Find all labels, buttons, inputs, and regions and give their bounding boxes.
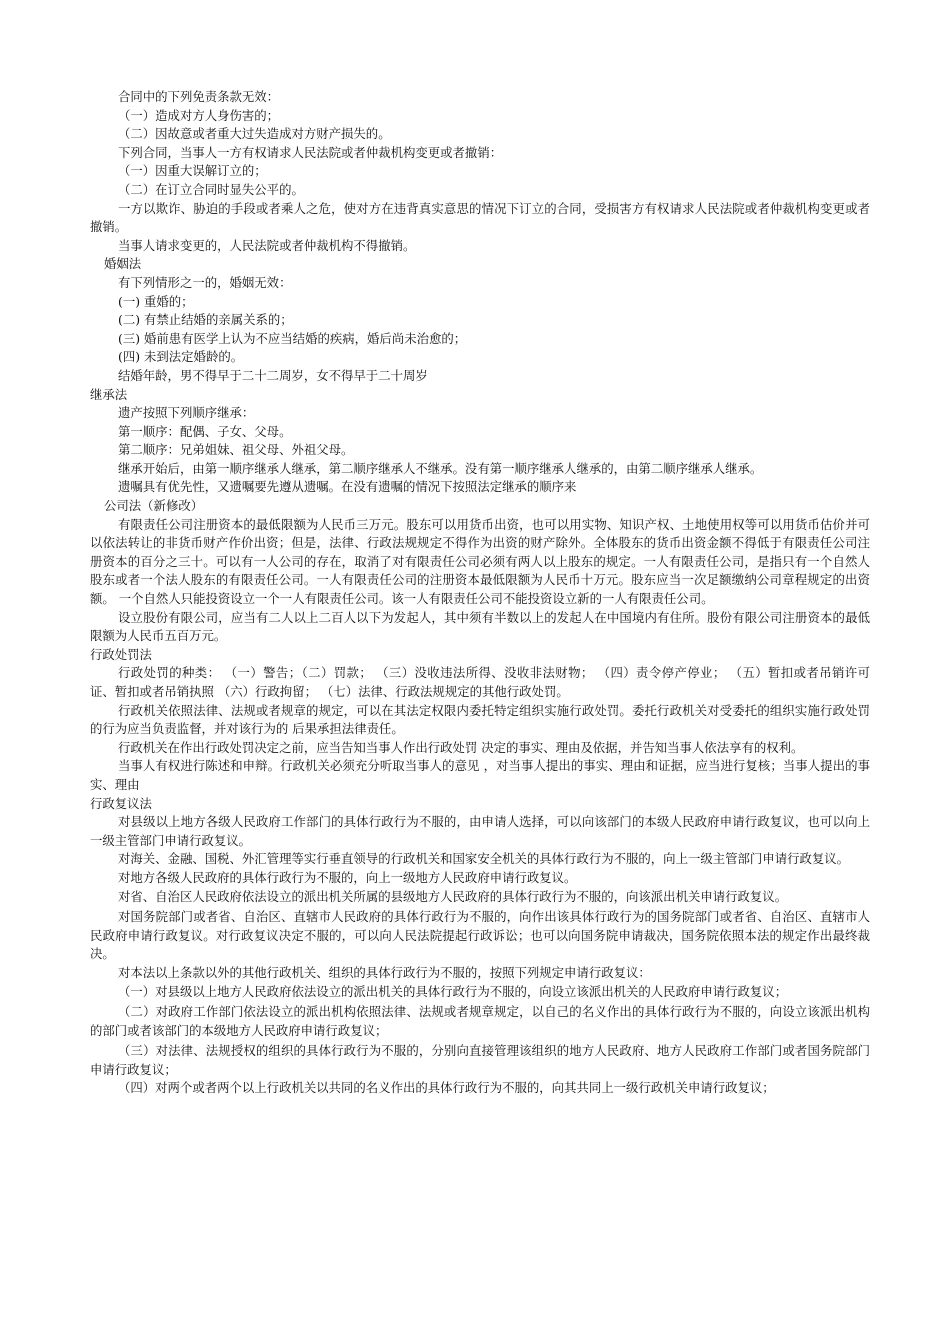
paragraph: 对县级以上地方各级人民政府工作部门的具体行政行为不服的，由申请人选择，可以向该部门的本级人民政府申请行政复议，也可以向上一级主管部门申请行政复议。: [90, 814, 870, 848]
paragraph: 结婚年龄，男不得早于二十二周岁，女不得早于二十周岁: [118, 367, 428, 383]
paragraph: 有下列情形之一的，婚姻无效：: [118, 274, 292, 290]
paragraph: 行政复议法: [90, 795, 152, 811]
paragraph: 行政处罚的种类： （一）警告；（二）罚款； （三）没收违法所得、没收非法财物； （四）责令停产停业； （五）暂扣或者吊销许可证、暂扣或者吊销执照 （六）行政拘留； （七）法律、行政法规规定的其他行政处罚。: [90, 665, 870, 699]
paragraph: （二）在订立合同时显失公平的。: [118, 181, 304, 197]
paragraph: 下列合同，当事人一方有权请求人民法院或者仲裁机构变更或者撤销：: [118, 144, 503, 160]
paragraph: (一) 重婚的；: [118, 293, 194, 309]
paragraph: 合同中的下列免责条款无效：: [118, 89, 280, 104]
paragraph: 第一顺序：配偶、子女、父母。: [118, 423, 292, 439]
paragraph: （一）造成对方人身伤害的；: [118, 107, 280, 123]
document-page: [90, 88, 870, 1098]
paragraph: 对本法以上条款以外的其他行政机关、组织的具体行政行为不服的，按照下列规定申请行政复议：: [118, 964, 651, 980]
paragraph: 对国务院部门或者省、自治区、直辖市人民政府的具体行政行为不服的，向作出该具体行政行为的国务院部门或者省、自治区、直辖市人民政府申请行政复议。对行政复议决定不服的，可以向人民法院提起行政诉讼；也可以向国务院申请裁决，国务院依照本法的规定作出最终裁决。: [90, 909, 870, 962]
paragraph: 行政处罚法: [90, 646, 152, 662]
paragraph: （二）因故意或者重大过失造成对方财产损失的。: [118, 126, 391, 142]
paragraph: 对省、自治区人民政府依法设立的派出机关所属的县级地方人民政府的具体行政行为不服的，向该派出机关申请行政复议。: [118, 888, 788, 904]
paragraph: （四）对两个或者两个以上行政机关以共同的名义作出的具体行政行为不服的，向其共同上一级行政机关申请行政复议；: [118, 1080, 775, 1096]
paragraph: (三) 婚前患有医学上认为不应当结婚的疾病，婚后尚未治愈的；: [118, 330, 467, 346]
paragraph: 设立股份有限公司，应当有二人以上二百人以下为发起人，其中须有半数以上的发起人在中国境内有住所。股份有限公司注册资本的最低限额为人民币五百万元。: [90, 609, 870, 644]
paragraph: 第二顺序：兄弟姐妹、祖父母、外祖父母。: [118, 442, 354, 458]
paragraph: 当事人请求变更的，人民法院或者仲裁机构不得撤销。: [118, 237, 416, 253]
paragraph: 行政机关依照法律、法规或者规章的规定，可以在其法定权限内委托特定组织实施行政处罚。委托行政机关对受委托的组织实施行政处罚的行为应当负责监督，并对该行为的 后果承担法律责任。: [90, 702, 870, 737]
paragraph: 婚姻法: [104, 256, 142, 272]
paragraph: （一）对县级以上地方人民政府依法设立的派出机关的具体行政行为不服的，向设立该派出机关的人民政府申请行政复议；: [118, 983, 788, 999]
paragraph: 遗产按照下列顺序继承：: [118, 405, 255, 421]
paragraph: （二）对政府工作部门依法设立的派出机构依照法律、法规或者规章规定，以自己的名义作出的具体行政行为不服的，向设立该派出机构的部门或者该部门的本级地方人民政府申请行政复议；: [90, 1004, 870, 1038]
paragraph: 继承法: [90, 386, 128, 402]
paragraph: 行政机关在作出行政处罚决定之前，应当告知当事人作出行政处罚 决定的事实、理由及依据，并告知当事人依法享有的权利。: [118, 739, 804, 755]
paragraph: （一）因重大误解订立的；: [118, 163, 267, 179]
paragraph: 一方以欺诈、胁迫的手段或者乘人之危，使对方在违背真实意思的情况下订立的合同，受损害方有权请求人民法院或者仲裁机构变更或者撤销。: [90, 200, 870, 235]
paragraph: 遗嘱具有优先性，又遗嘱要先遵从遗嘱。在没有遗嘱的情况下按照法定继承的顺序来: [118, 479, 577, 495]
paragraph: 公司法（新修改）: [104, 498, 204, 514]
paragraph: (二) 有禁止结婚的亲属关系的；: [118, 312, 293, 328]
paragraph: 有限责任公司注册资本的最低限额为人民币三万元。股东可以用货币出资，也可以用实物、知识产权、土地使用权等可以用货币估价并可以依法转让的非货币财产作价出资；但是，法律、行政法规规定不得作为出资的财产除外。全体股东的货币出资金额不得低于有限责任公司注册资本的百分之三十。可以有一人公司的存在，取消了对有限责任公司必须有两人以上股东的规定。一人有限责任公司，是指只有一个自然人股东或者一个法人股东的有限责任公司。一人有限责任公司的注册资本最低限额为人民币十万元。股东应当一次足额缴纳公司章程规定的出资额。 一个自然人只能投资设立一个一人有限责任公司。该一人有限责任公司不能投资设立新的一人有限责任公司。: [90, 516, 870, 607]
paragraph: 对海关、金融、国税、外汇管理等实行垂直领导的行政机关和国家安全机关的具体行政行为不服的，向上一级主管部门申请行政复议。: [118, 851, 850, 867]
paragraph: (四) 未到法定婚龄的。: [118, 349, 244, 365]
paragraph: （三）对法律、法规授权的组织的具体行政行为不服的，分别向直接管理该组织的地方人民政府、地方人民政府工作部门或者国务院部门申请行政复议；: [90, 1043, 870, 1077]
paragraph: 对地方各级人民政府的具体行政行为不服的，向上一级地方人民政府申请行政复议。: [118, 869, 577, 885]
paragraph: 继承开始后，由第一顺序继承人继承，第二顺序继承人不继承。没有第一顺序继承人继承的，由第二顺序继承人继承。: [118, 460, 763, 476]
paragraph: 当事人有权进行陈述和申辩。行政机关必须充分听取当事人的意见 ，对当事人提出的事实、理由和证据，应当进行复核；当事人提出的事实、理由: [90, 758, 870, 792]
